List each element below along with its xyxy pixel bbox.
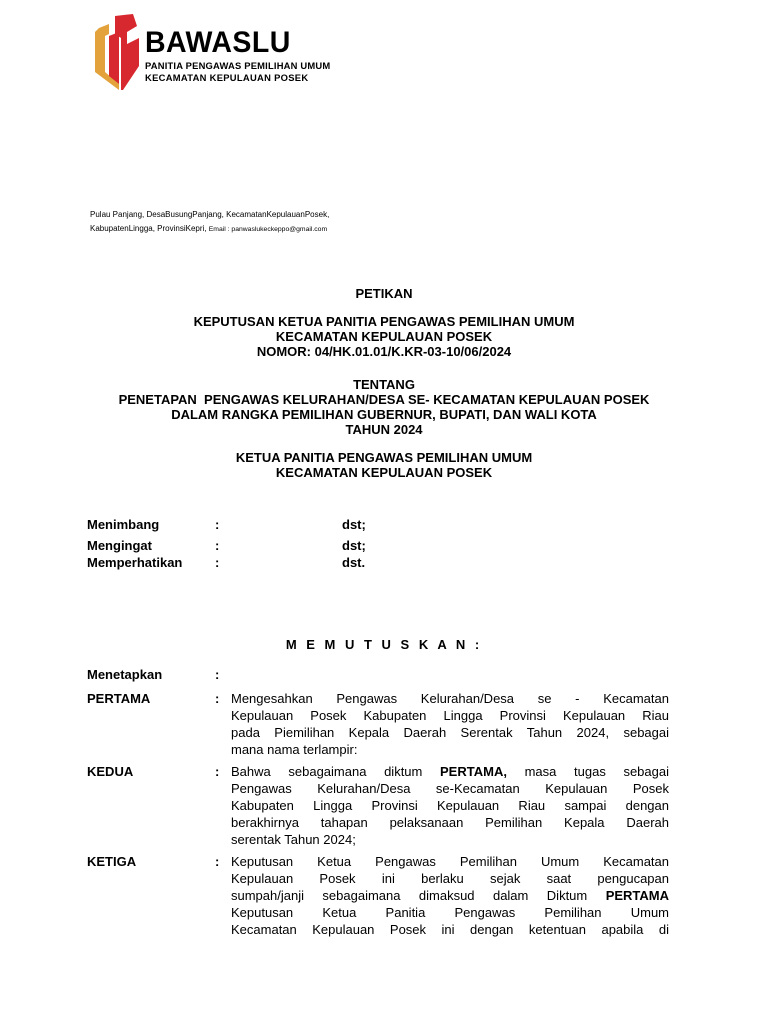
- dictum-body: [231, 690, 669, 758]
- dictum-line: Keputusan Ketua Pengawas Pemilihan Umum Kecamatan: [231, 854, 669, 869]
- subject-line-2: DALAM RANGKA PEMILIHAN GUBERNUR, BUPATI, DAN WALI KOTA: [171, 407, 597, 422]
- issuer-block: [0, 450, 768, 480]
- dictum-colon: :: [215, 764, 220, 779]
- address-region: KabupatenLingga, ProvinsiKepri,: [90, 224, 207, 233]
- brand-subtitle-1: PANITIA PENGAWAS PEMILIHAN UMUM: [145, 60, 331, 71]
- consideration-key: Menimbang: [87, 517, 160, 532]
- memutuskan-heading: M E M U T U S K A N :: [285, 637, 483, 652]
- dictum-line: Keputusan Ketua Panitia Pengawas Pemilihan Umum: [231, 905, 669, 920]
- bawaslu-logo: [93, 14, 331, 90]
- dictum-line: [231, 763, 669, 780]
- dictum-line: Kepulauan Posek Kabupaten Lingga Provinsi Kepulauan Riau: [231, 708, 669, 723]
- consideration-colon: :: [215, 517, 220, 532]
- address-email: Email : panwaslukeckeppo@gmail.com: [208, 226, 328, 233]
- consideration-colon: :: [215, 555, 220, 570]
- dictum-bold-ref: PERTAMA,: [440, 764, 507, 779]
- bawaslu-emblem-icon: [93, 14, 145, 90]
- dictum-label: KETIGA: [87, 854, 137, 869]
- tentang-label: TENTANG: [353, 377, 415, 392]
- issuer-line-2: KECAMATAN KEPULAUAN POSEK: [275, 465, 493, 480]
- dictum-line: Mengesahkan Pengawas Kelurahan/Desa se - Kecamatan: [231, 691, 669, 706]
- decree-number: NOMOR: 04/HK.01.01/K.KR-03-10/06/2024: [256, 344, 512, 359]
- address-line-2: [90, 222, 329, 237]
- dictum-text: masa tugas sebagai: [524, 764, 669, 779]
- consideration-colon: :: [215, 538, 220, 553]
- dictum-label: PERTAMA: [87, 691, 151, 706]
- decree-line-1: KEPUTUSAN KETUA PANITIA PENGAWAS PEMILIHAN UMUM: [193, 314, 575, 329]
- dictum-line: [231, 887, 669, 904]
- consideration-value: dst;: [342, 517, 366, 532]
- consideration-value: dst;: [342, 538, 366, 553]
- consideration-key: Mengingat: [87, 538, 152, 553]
- dictum-colon: :: [215, 691, 220, 706]
- subject-block: [0, 377, 768, 437]
- dictum-colon: :: [215, 854, 220, 869]
- dictum-line: Kabupaten Lingga Provinsi Kepulauan Riau sampai dengan: [231, 798, 669, 813]
- dictum-body: [231, 853, 669, 938]
- dictum-line: berakhirnya tahapan pelaksanaan Pemilihan Kepala Daerah: [231, 815, 669, 830]
- dictum-bold-ref: PERTAMA: [605, 888, 669, 903]
- dictum-label: KEDUA: [87, 764, 134, 779]
- address-line-1: Pulau Panjang, DesaBusungPanjang, KecamatanKepulauanPosek,: [90, 210, 330, 219]
- decree-line-2: KECAMATAN KEPULAUAN POSEK: [275, 329, 493, 344]
- dictum-line: mana nama terlampir:: [231, 742, 358, 757]
- dictum-line: Pengawas Kelurahan/Desa se-Kecamatan Kepulauan Posek: [231, 781, 669, 796]
- dictum-text: sumpah/janji sebagaimana dimaksud dalam Diktum: [231, 888, 588, 903]
- petikan-heading: PETIKAN: [355, 286, 413, 301]
- brand-subtitle-2: KECAMATAN KEPULAUAN POSEK: [145, 72, 309, 83]
- dictum-line: Kepulauan Posek ini berlaku sejak saat pengucapan: [231, 871, 669, 886]
- dictum-body: [231, 763, 669, 848]
- menetapkan-label: Menetapkan: [87, 667, 163, 682]
- menetapkan-colon: :: [215, 667, 220, 682]
- brand-name: BAWASLU: [145, 26, 291, 59]
- address-block: [90, 208, 329, 237]
- issuer-line-1: KETUA PANITIA PENGAWAS PEMILIHAN UMUM: [235, 450, 533, 465]
- dictum-line: Kecamatan Kepulauan Posek ini dengan ketentuan apabila di: [231, 922, 669, 937]
- consideration-value: dst.: [342, 555, 366, 570]
- dictum-line: pada Piemilihan Kepala Daerah Serentak Tahun 2024, sebagai: [231, 725, 669, 740]
- subject-line-1: PENETAPAN PENGAWAS KELURAHAN/DESA SE- KECAMATAN KEPULAUAN POSEK: [118, 392, 650, 407]
- dictum-text: Bahwa sebagaimana diktum: [231, 764, 423, 779]
- subject-line-3: TAHUN 2024: [345, 422, 423, 437]
- decree-title: [0, 314, 768, 359]
- dictum-line: serentak Tahun 2024;: [231, 832, 356, 847]
- consideration-key: Memperhatikan: [87, 555, 183, 570]
